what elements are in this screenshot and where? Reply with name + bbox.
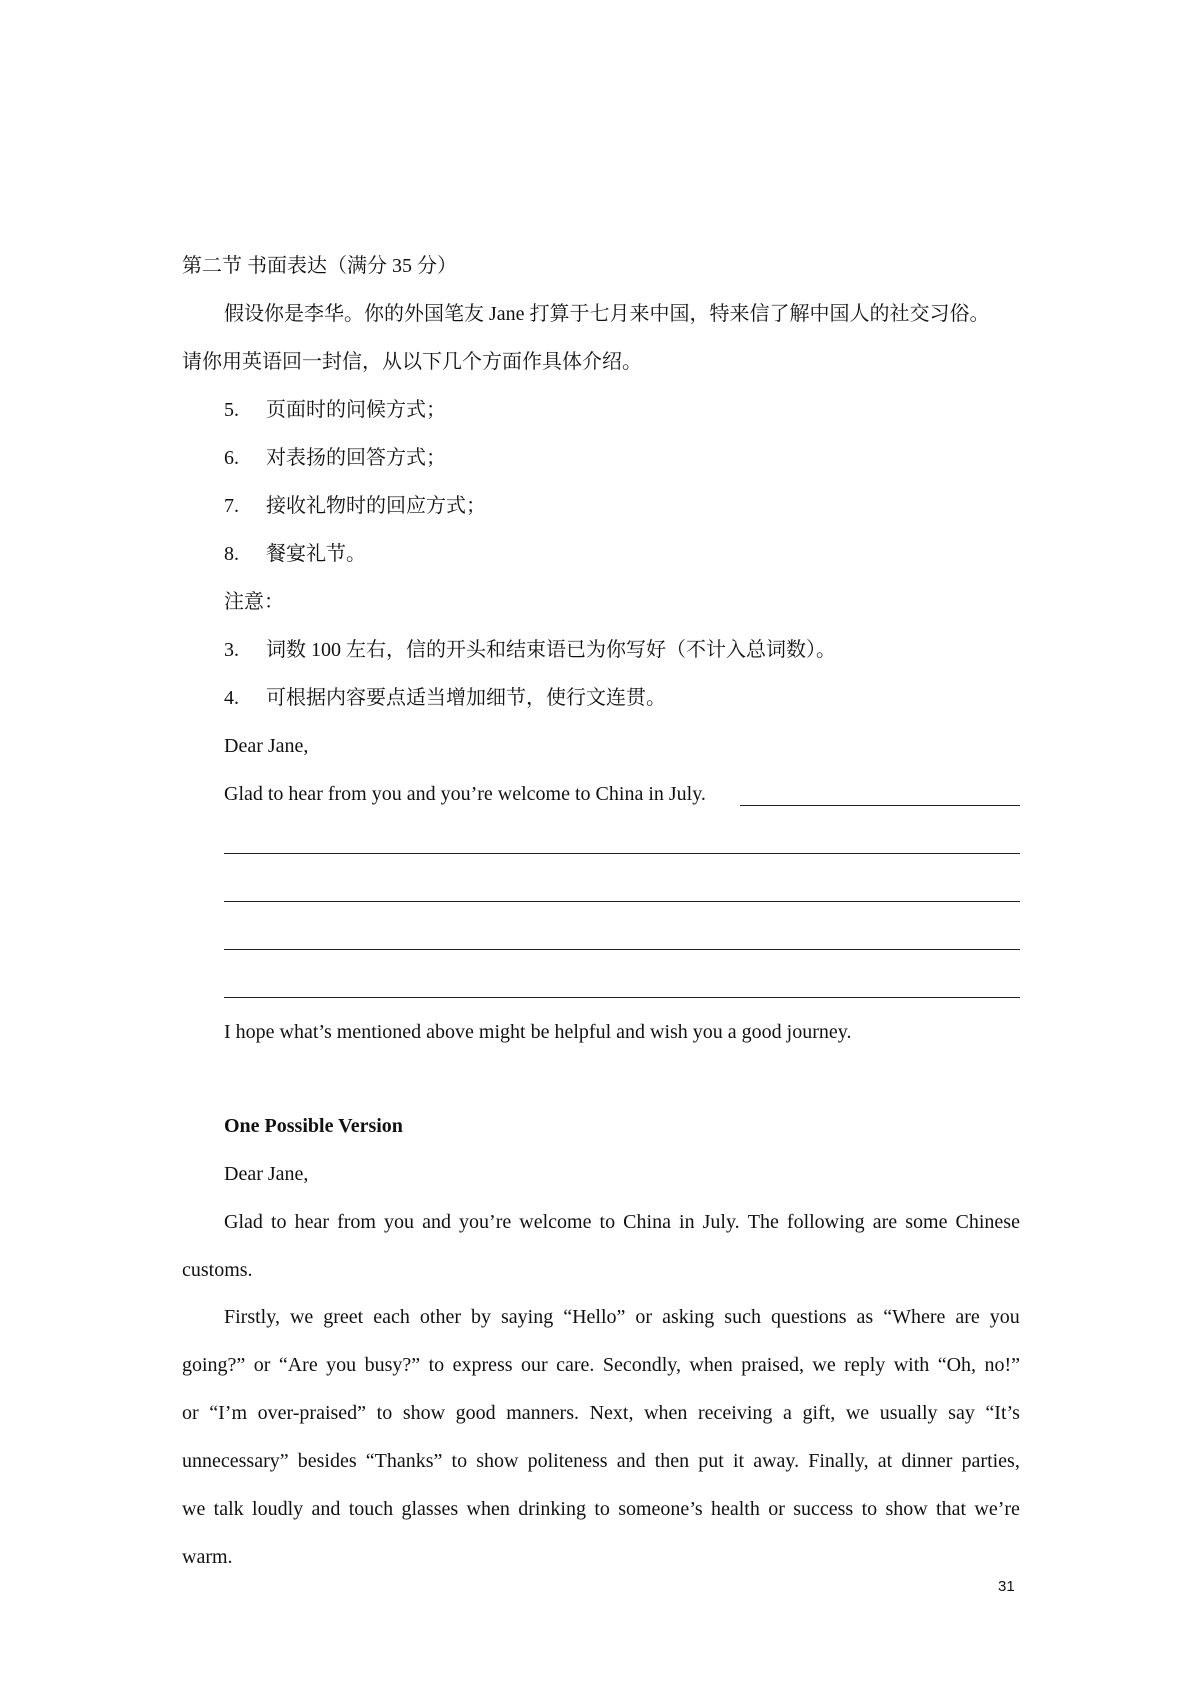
word: we [289,1306,314,1328]
word: “Where [883,1306,946,1328]
word: at [877,1450,893,1472]
word: Next, [589,1402,634,1424]
word: a [783,1402,792,1424]
word: talk [213,1498,244,1520]
word: “It’s [985,1402,1020,1424]
writing-blank-line [224,949,1020,950]
letter-salutation: Dear Jane, [224,735,309,757]
word: to [270,1211,287,1233]
word: or [635,1306,653,1328]
topic-number: 6. [224,447,239,469]
word: success [793,1498,854,1520]
word: to [376,1402,393,1424]
word: usually [879,1402,938,1424]
word: our [521,1354,548,1376]
word: July. [702,1211,740,1233]
word: when [689,1354,733,1376]
word: asking [662,1306,715,1328]
topic-text: 页面时的问候方式； [266,399,446,421]
word: or [768,1498,785,1520]
topic-item [224,446,446,470]
note-text: 词数 100 左右，信的开头和结束语已为你写好（不计入总词数）。 [266,639,836,661]
sample-paragraph-2-line-6: warm. [182,1546,233,1568]
topic-item [224,542,366,566]
word: welcome [519,1211,592,1233]
word: “I’m [209,1402,248,1424]
word: such [724,1306,761,1328]
word: show [885,1498,928,1520]
sample-salutation: Dear Jane, [224,1163,309,1185]
writing-blank-line [224,997,1020,998]
topic-number: 8. [224,543,239,565]
word: care. [556,1354,595,1376]
word: unnecessary” [182,1450,289,1472]
word: to [428,1354,445,1376]
word: busy?” [364,1354,421,1376]
topic-text: 对表扬的回答方式； [266,447,446,469]
word: put [698,1450,724,1472]
word: each [373,1306,410,1328]
word: by [470,1306,491,1328]
word: it [732,1450,745,1472]
word: you’re [459,1211,512,1233]
word: following [786,1211,865,1233]
word: we’re [974,1498,1020,1520]
word: politeness [527,1450,608,1472]
word: show [402,1402,446,1424]
note-item [224,638,836,662]
word: Chinese [955,1211,1020,1233]
word: we [812,1354,836,1376]
word: or [182,1402,199,1424]
topic-text: 餐宴礼节。 [266,543,366,565]
word: are [955,1306,980,1328]
word: glasses [401,1498,459,1520]
writing-blank-line [224,853,1020,854]
topic-item [224,398,446,422]
word: from [337,1211,376,1233]
word: praised, [741,1354,804,1376]
word: then [654,1450,690,1472]
word: questions [770,1306,847,1328]
word: express [452,1354,513,1376]
word: Secondly, [602,1354,681,1376]
word: to [594,1498,610,1520]
word: Firstly, [224,1306,280,1328]
writing-blank-inline [740,805,1020,806]
letter-opening: Glad to hear from you and you’re welcome to China in July. [224,783,706,805]
word: you [989,1306,1020,1328]
section-heading: 第二节 书面表达（满分 35 分） [182,255,457,277]
word: reply [844,1354,886,1376]
topic-number: 7. [224,495,239,517]
word: loudly [252,1498,304,1520]
sample-paragraph-2-line-3 [182,1401,1020,1425]
word: to [861,1498,878,1520]
sample-paragraph-1-line-2: customs. [182,1259,253,1281]
word: “Are [278,1354,318,1376]
word: with [893,1354,930,1376]
page-number: 31 [998,1578,1015,1595]
topic-text: 接收礼物时的回应方式； [266,495,486,517]
word: some [905,1211,948,1233]
word: receiving [698,1402,773,1424]
word: over-praised” [257,1402,367,1424]
word: Glad [224,1211,263,1233]
word: health [711,1498,760,1520]
word: you [326,1354,357,1376]
sample-paragraph-2-line-1 [224,1305,1020,1329]
word: that [936,1498,967,1520]
word: away. [753,1450,800,1472]
word: saying [500,1306,554,1328]
word: we [182,1498,206,1520]
word: besides [297,1450,357,1472]
word: and [422,1211,451,1233]
word: say [948,1402,975,1424]
note-number: 3. [224,639,239,661]
word: to [599,1211,616,1233]
word: “Oh, [937,1354,977,1376]
sample-paragraph-2-line-2 [182,1353,1020,1377]
word: or [253,1354,271,1376]
word: gift, [802,1402,836,1424]
word: going?” [182,1354,246,1376]
word: are [872,1211,898,1233]
sample-paragraph-2-line-5 [182,1497,1020,1521]
word: parties, [961,1450,1020,1472]
word: drinking [518,1498,586,1520]
word: in [679,1211,695,1233]
word: we [845,1402,870,1424]
letter-closing: I hope what’s mentioned above might be helpful and wish you a good journey. [224,1021,852,1043]
word: touch [348,1498,394,1520]
prompt-line-2: 请你用英语回一封信，从以下几个方面作具体介绍。 [182,351,642,373]
sample-paragraph-1-line-1 [224,1210,1020,1234]
word: greet [323,1306,364,1328]
topic-number: 5. [224,399,239,421]
word: “Hello” [563,1306,626,1328]
word: when [644,1402,688,1424]
word: hear [294,1211,329,1233]
prompt-line-1: 假设你是李华。你的外国笔友 Jane 打算于七月来中国，特来信了解中国人的社交习俗。 [224,303,990,325]
word: The [747,1211,779,1233]
word: and [616,1450,646,1472]
word: Finally, [808,1450,869,1472]
note-number: 4. [224,687,239,709]
word: someone’s [618,1498,703,1520]
note-text: 可根据内容要点适当增加细节，使行文连贯。 [266,687,666,709]
word: dinner [901,1450,953,1472]
word: and [311,1498,341,1520]
word: as [856,1306,874,1328]
writing-blank-line [224,901,1020,902]
word: show [476,1450,519,1472]
word: China [623,1211,671,1233]
word: no!” [984,1354,1020,1376]
note-item [224,686,666,710]
sample-paragraph-2-line-4 [182,1449,1020,1473]
word: good [455,1402,496,1424]
word: when [466,1498,510,1520]
word: manners. [506,1402,579,1424]
notes-label: 注意： [224,591,284,613]
word: to [451,1450,468,1472]
word: you [384,1211,415,1233]
word: “Thanks” [365,1450,443,1472]
topic-item [224,494,486,518]
word: other [419,1306,461,1328]
sample-heading: One Possible Version [224,1115,403,1137]
